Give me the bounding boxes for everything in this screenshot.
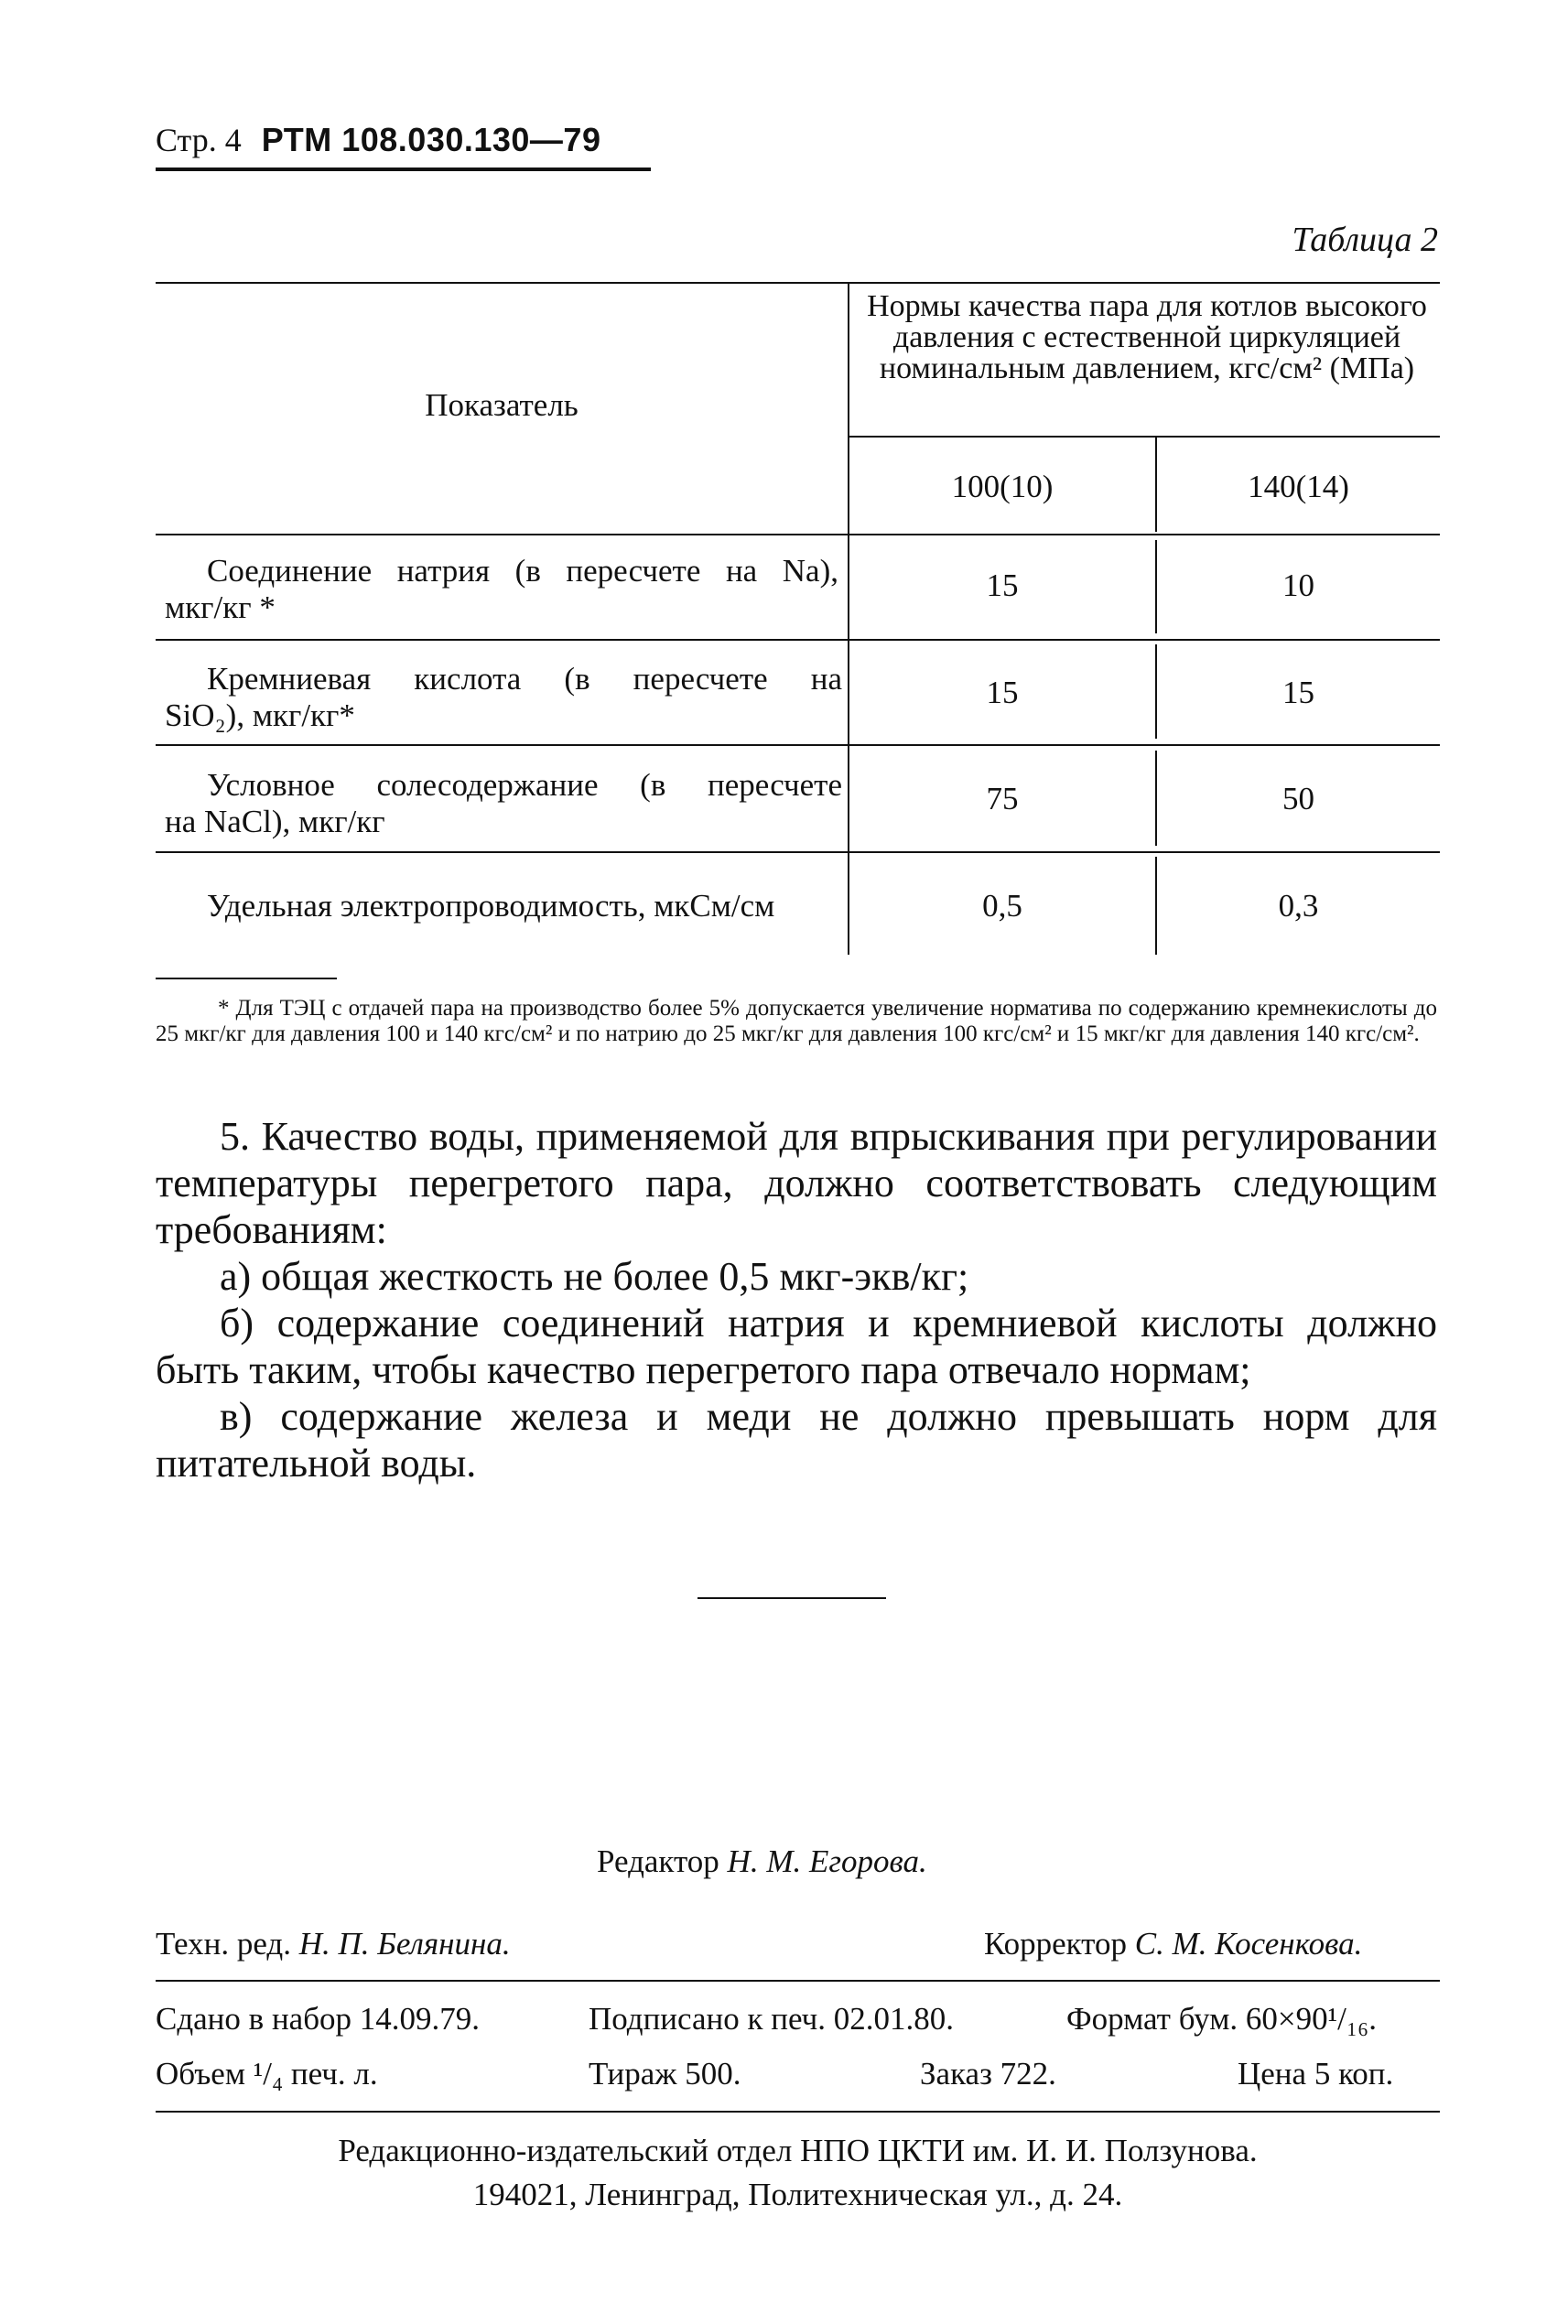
value-140: 0,3 [1278, 888, 1319, 924]
table-header-bottom-rule [156, 534, 1440, 535]
editor-line [597, 1843, 927, 1880]
column-header-140: 140(14) [1248, 469, 1349, 504]
colophon-rule-top [156, 1980, 1440, 1982]
column-header-norms: Нормы качества пара для котлов высокого давления с естественной циркуляцией номинальным давлением, кгс/см² (МПа) [867, 289, 1427, 385]
table-row-rule [156, 639, 1440, 641]
separator-rule [697, 1597, 886, 1599]
value-140: 15 [1282, 675, 1314, 710]
corrector-line [984, 1926, 1362, 1962]
tech-editor-line [156, 1926, 511, 1962]
publisher-line-2: 194021, Ленинград, Политехническая ул., д. 24. [472, 2177, 1123, 2212]
page-number: Стр. 4 [156, 122, 242, 158]
order-number: Заказ 722. [920, 2056, 1056, 2092]
requirement-c: в) содержание железа и меди не должно превышать норм для питательной воды. [156, 1394, 1437, 1486]
value-100: 0,5 [982, 888, 1022, 924]
paper-format: Формат бум. 60×90¹/₁₆. [1066, 2001, 1377, 2037]
row-indicator-line1: Удельная электропроводимость, мкСм/см [207, 888, 775, 924]
colophon-rule-bottom [156, 2111, 1440, 2113]
table-column-rule [848, 282, 849, 955]
print-run: Тираж 500. [589, 2056, 741, 2092]
value-140: 50 [1282, 781, 1314, 816]
value-100: 75 [986, 781, 1019, 816]
editor-label: Редактор [597, 1843, 719, 1879]
row-indicator-line1: Соединение натрия (в пересчете на Na), [207, 553, 838, 589]
row-indicator-line1: Условное солесодержание (в пересчете [207, 767, 842, 803]
corrector-label: Корректор [984, 1926, 1128, 1962]
requirement-b: б) содержание соединений натрия и кремниевой кислоты должно быть таким, чтобы качество перегретого пара отвечало нормам; [156, 1301, 1437, 1392]
publisher-line-1: Редакционно-издательский отдел НПО ЦКТИ им. И. И. Ползунова. [338, 2133, 1258, 2168]
table-row-rule [156, 744, 1440, 746]
table-top-rule [156, 282, 1440, 284]
signed-to-print: Подписано к печ. 02.01.80. [589, 2001, 955, 2037]
table-caption: Таблица 2 [1292, 221, 1438, 259]
row-indicator-line1: Кремниевая кислота (в пересчете на [207, 661, 842, 697]
volume: Объем ¹/₄ печ. л. [156, 2056, 378, 2092]
value-100: 15 [986, 567, 1019, 603]
price: Цена 5 коп. [1238, 2056, 1394, 2092]
document-number: РТМ 108.030.130—79 [261, 121, 601, 158]
footnote-rule [156, 978, 337, 979]
section-5 [156, 1113, 1437, 1486]
section-5-intro: 5. Качество воды, применяемой для впрыскивания при регулировании температуры перегретого пара, должно соответствовать следующим требованиям: [156, 1114, 1437, 1252]
row-indicator-line2: мкг/кг * [165, 589, 276, 625]
value-140: 10 [1282, 567, 1314, 603]
row-indicator-line2: на NaCl), мкг/кг [165, 804, 385, 839]
table-subheader-rule [849, 436, 1440, 438]
column-header-indicator: Показатель [425, 387, 579, 423]
value-100: 15 [986, 675, 1019, 710]
requirement-a: а) общая жесткость не более 0,5 мкг-экв/кг; [220, 1254, 969, 1299]
tech-editor-label: Техн. ред. [156, 1926, 291, 1962]
corrector-name: С. М. Косенкова. [1134, 1926, 1363, 1962]
tech-editor-name: Н. П. Белянина. [298, 1926, 511, 1962]
table-row-rule [156, 851, 1440, 853]
row-indicator-line2: SiO₂), мкг/кг* [165, 697, 355, 733]
editor-name: Н. М. Егорова. [727, 1843, 927, 1879]
header-rule [156, 168, 651, 171]
page-header [156, 121, 600, 159]
column-header-100: 100(10) [951, 469, 1054, 504]
sent-to-typeset: Сдано в набор 14.09.79. [156, 2001, 481, 2037]
footnote: * Для ТЭЦ с отдачей пара на производство более 5% допускается увеличение норматива по содержанию кремнекислоты до 25 мкг/кг для давления 100 и 140 кгс/см² и по натрию до 25 мкг/кг для давления 100 кгс/см² и 15 мкг/кг для давления 140 кгс/см². [156, 996, 1437, 1046]
